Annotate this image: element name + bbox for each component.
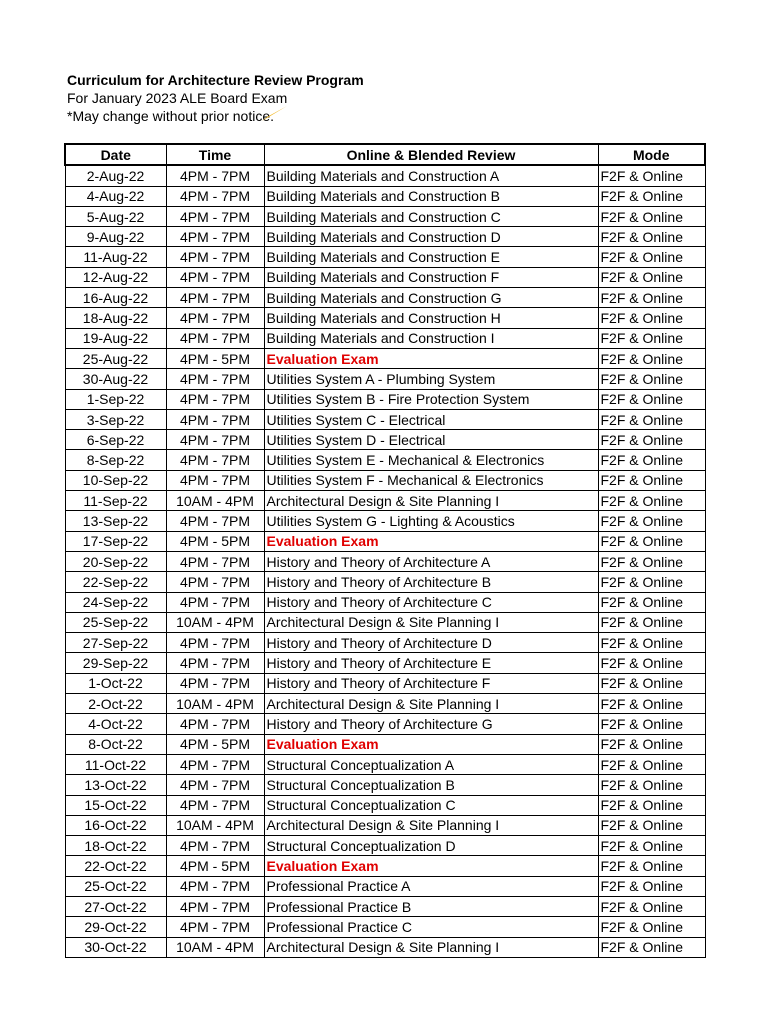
mode-cell: F2F & Online [598,714,705,734]
column-header-date: Date [65,144,166,165]
date-cell: 29-Sep-22 [65,653,166,673]
subject-cell: Professional Practice A [264,876,598,896]
time-cell: 4PM - 7PM [166,247,264,267]
subject-cell: Building Materials and Construction I [264,328,598,348]
date-cell: 20-Sep-22 [65,551,166,571]
date-cell: 19-Aug-22 [65,328,166,348]
time-cell: 4PM - 7PM [166,551,264,571]
time-cell: 4PM - 7PM [166,206,264,226]
table-row [65,714,705,734]
time-cell: 4PM - 7PM [166,389,264,409]
subject-cell: Building Materials and Construction D [264,227,598,247]
date-cell: 18-Oct-22 [65,836,166,856]
mode-cell: F2F & Online [598,409,705,429]
document-header [67,71,667,125]
date-cell: 4-Aug-22 [65,186,166,206]
subject-cell: History and Theory of Architecture A [264,551,598,571]
time-cell: 4PM - 7PM [166,186,264,206]
date-cell: 13-Oct-22 [65,775,166,795]
time-cell: 4PM - 7PM [166,511,264,531]
mode-cell: F2F & Online [598,450,705,470]
date-cell: 2-Aug-22 [65,165,166,186]
subject-cell: Architectural Design & Site Planning I [264,694,598,714]
document-title: Curriculum for Architecture Review Program [67,72,364,88]
mode-cell: F2F & Online [598,896,705,916]
subject-cell: Building Materials and Construction A [264,165,598,186]
subject-cell: Architectural Design & Site Planning I [264,612,598,632]
time-cell: 4PM - 7PM [166,795,264,815]
time-cell: 4PM - 7PM [166,409,264,429]
subject-cell: History and Theory of Architecture E [264,653,598,673]
subject-cell: History and Theory of Architecture C [264,592,598,612]
subject-cell: Building Materials and Construction C [264,206,598,226]
table-row [65,876,705,896]
table-row [65,288,705,308]
time-cell: 10AM - 4PM [166,491,264,511]
date-cell: 12-Aug-22 [65,267,166,287]
table-row [65,348,705,368]
schedule-table [64,143,706,958]
table-row [65,633,705,653]
subject-cell: Utilities System A - Plumbing System [264,369,598,389]
table-row [65,186,705,206]
date-cell: 27-Sep-22 [65,633,166,653]
time-cell: 4PM - 7PM [166,572,264,592]
time-cell: 4PM - 7PM [166,775,264,795]
time-cell: 4PM - 7PM [166,450,264,470]
time-cell: 4PM - 7PM [166,592,264,612]
mode-cell: F2F & Online [598,491,705,511]
time-cell: 4PM - 7PM [166,754,264,774]
date-cell: 4-Oct-22 [65,714,166,734]
subject-cell: Building Materials and Construction B [264,186,598,206]
table-row [65,511,705,531]
mode-cell: F2F & Online [598,795,705,815]
subject-cell: Architectural Design & Site Planning I [264,937,598,957]
date-cell: 9-Aug-22 [65,227,166,247]
date-cell: 11-Sep-22 [65,491,166,511]
date-cell: 2-Oct-22 [65,694,166,714]
subject-cell: Utilities System G - Lighting & Acoustics [264,511,598,531]
time-cell: 10AM - 4PM [166,937,264,957]
subject-cell: Structural Conceptualization B [264,775,598,795]
table-header-row [65,144,705,165]
table-row [65,612,705,632]
mode-cell: F2F & Online [598,653,705,673]
date-cell: 24-Sep-22 [65,592,166,612]
document-subtitle: For January 2023 ALE Board Exam [67,90,288,106]
column-header-time: Time [166,144,264,165]
subject-cell: Evaluation Exam [264,734,598,754]
time-cell: 10AM - 4PM [166,612,264,632]
pointer-arrow-icon [262,106,288,122]
date-cell: 8-Sep-22 [65,450,166,470]
mode-cell: F2F & Online [598,836,705,856]
time-cell: 4PM - 7PM [166,267,264,287]
mode-cell: F2F & Online [598,754,705,774]
table-row [65,572,705,592]
subject-cell: Structural Conceptualization A [264,754,598,774]
mode-cell: F2F & Online [598,328,705,348]
mode-cell: F2F & Online [598,531,705,551]
mode-cell: F2F & Online [598,348,705,368]
subject-cell: Building Materials and Construction G [264,288,598,308]
date-cell: 27-Oct-22 [65,896,166,916]
time-cell: 4PM - 7PM [166,714,264,734]
date-cell: 8-Oct-22 [65,734,166,754]
time-cell: 4PM - 5PM [166,856,264,876]
time-cell: 10AM - 4PM [166,815,264,835]
mode-cell: F2F & Online [598,673,705,693]
mode-cell: F2F & Online [598,551,705,571]
time-cell: 10AM - 4PM [166,694,264,714]
mode-cell: F2F & Online [598,876,705,896]
subject-cell: History and Theory of Architecture G [264,714,598,734]
time-cell: 4PM - 7PM [166,876,264,896]
date-cell: 6-Sep-22 [65,430,166,450]
table-row [65,165,705,186]
table-row [65,430,705,450]
subject-cell: Utilities System B - Fire Protection System [264,389,598,409]
table-row [65,227,705,247]
table-row [65,734,705,754]
date-cell: 25-Oct-22 [65,876,166,896]
time-cell: 4PM - 7PM [166,165,264,186]
time-cell: 4PM - 7PM [166,917,264,937]
subject-cell: Utilities System C - Electrical [264,409,598,429]
date-cell: 15-Oct-22 [65,795,166,815]
table-row [65,775,705,795]
date-cell: 22-Sep-22 [65,572,166,592]
time-cell: 4PM - 7PM [166,430,264,450]
date-cell: 3-Sep-22 [65,409,166,429]
table-row [65,937,705,957]
date-cell: 13-Sep-22 [65,511,166,531]
mode-cell: F2F & Online [598,511,705,531]
date-cell: 10-Sep-22 [65,470,166,490]
mode-cell: F2F & Online [598,470,705,490]
time-cell: 4PM - 7PM [166,288,264,308]
table-row [65,917,705,937]
date-cell: 16-Oct-22 [65,815,166,835]
date-cell: 1-Oct-22 [65,673,166,693]
subject-cell: Architectural Design & Site Planning I [264,491,598,511]
subject-cell: Utilities System F - Mechanical & Electronics [264,470,598,490]
subject-cell: Structural Conceptualization D [264,836,598,856]
table-row [65,369,705,389]
date-cell: 30-Aug-22 [65,369,166,389]
time-cell: 4PM - 7PM [166,470,264,490]
subject-cell: Structural Conceptualization C [264,795,598,815]
date-cell: 29-Oct-22 [65,917,166,937]
table-row [65,815,705,835]
date-cell: 25-Aug-22 [65,348,166,368]
date-cell: 30-Oct-22 [65,937,166,957]
table-row [65,836,705,856]
subject-cell: Building Materials and Construction E [264,247,598,267]
column-header-mode: Mode [598,144,705,165]
mode-cell: F2F & Online [598,389,705,409]
mode-cell: F2F & Online [598,369,705,389]
subject-cell: Evaluation Exam [264,856,598,876]
date-cell: 17-Sep-22 [65,531,166,551]
table-body [65,165,705,957]
subject-cell: Building Materials and Construction H [264,308,598,328]
table-row [65,450,705,470]
table-row [65,267,705,287]
date-cell: 16-Aug-22 [65,288,166,308]
mode-cell: F2F & Online [598,186,705,206]
table-row [65,896,705,916]
table-row [65,551,705,571]
subject-cell: Building Materials and Construction F [264,267,598,287]
mode-cell: F2F & Online [598,165,705,186]
table-row [65,247,705,267]
column-header-review: Online & Blended Review [264,144,598,165]
time-cell: 4PM - 5PM [166,531,264,551]
mode-cell: F2F & Online [598,694,705,714]
mode-cell: F2F & Online [598,288,705,308]
table-row [65,308,705,328]
table-row [65,328,705,348]
mode-cell: F2F & Online [598,267,705,287]
table-row [65,409,705,429]
subject-cell: History and Theory of Architecture F [264,673,598,693]
mode-cell: F2F & Online [598,592,705,612]
date-cell: 25-Sep-22 [65,612,166,632]
mode-cell: F2F & Online [598,775,705,795]
mode-cell: F2F & Online [598,206,705,226]
time-cell: 4PM - 7PM [166,673,264,693]
time-cell: 4PM - 7PM [166,369,264,389]
subject-cell: History and Theory of Architecture B [264,572,598,592]
table-row [65,531,705,551]
mode-cell: F2F & Online [598,633,705,653]
time-cell: 4PM - 7PM [166,308,264,328]
subject-cell: Evaluation Exam [264,531,598,551]
date-cell: 1-Sep-22 [65,389,166,409]
table-row [65,592,705,612]
mode-cell: F2F & Online [598,308,705,328]
subject-cell: Evaluation Exam [264,348,598,368]
table-row [65,856,705,876]
table-row [65,754,705,774]
subject-cell: Professional Practice C [264,917,598,937]
date-cell: 11-Aug-22 [65,247,166,267]
mode-cell: F2F & Online [598,937,705,957]
table-row [65,389,705,409]
mode-cell: F2F & Online [598,917,705,937]
table-row [65,491,705,511]
time-cell: 4PM - 5PM [166,348,264,368]
date-cell: 22-Oct-22 [65,856,166,876]
time-cell: 4PM - 7PM [166,896,264,916]
subject-cell: Professional Practice B [264,896,598,916]
mode-cell: F2F & Online [598,815,705,835]
time-cell: 4PM - 5PM [166,734,264,754]
date-cell: 11-Oct-22 [65,754,166,774]
mode-cell: F2F & Online [598,856,705,876]
table-row [65,206,705,226]
date-cell: 5-Aug-22 [65,206,166,226]
time-cell: 4PM - 7PM [166,836,264,856]
time-cell: 4PM - 7PM [166,653,264,673]
subject-cell: Utilities System D - Electrical [264,430,598,450]
date-cell: 18-Aug-22 [65,308,166,328]
mode-cell: F2F & Online [598,572,705,592]
mode-cell: F2F & Online [598,430,705,450]
subject-cell: History and Theory of Architecture D [264,633,598,653]
subject-cell: Utilities System E - Mechanical & Electronics [264,450,598,470]
subject-cell: Architectural Design & Site Planning I [264,815,598,835]
table-row [65,795,705,815]
mode-cell: F2F & Online [598,247,705,267]
mode-cell: F2F & Online [598,734,705,754]
time-cell: 4PM - 7PM [166,633,264,653]
table-row [65,653,705,673]
time-cell: 4PM - 7PM [166,328,264,348]
table-row [65,470,705,490]
document-notice: *May change without prior notice. [67,108,274,124]
time-cell: 4PM - 7PM [166,227,264,247]
table-row [65,694,705,714]
table-row [65,673,705,693]
mode-cell: F2F & Online [598,227,705,247]
mode-cell: F2F & Online [598,612,705,632]
